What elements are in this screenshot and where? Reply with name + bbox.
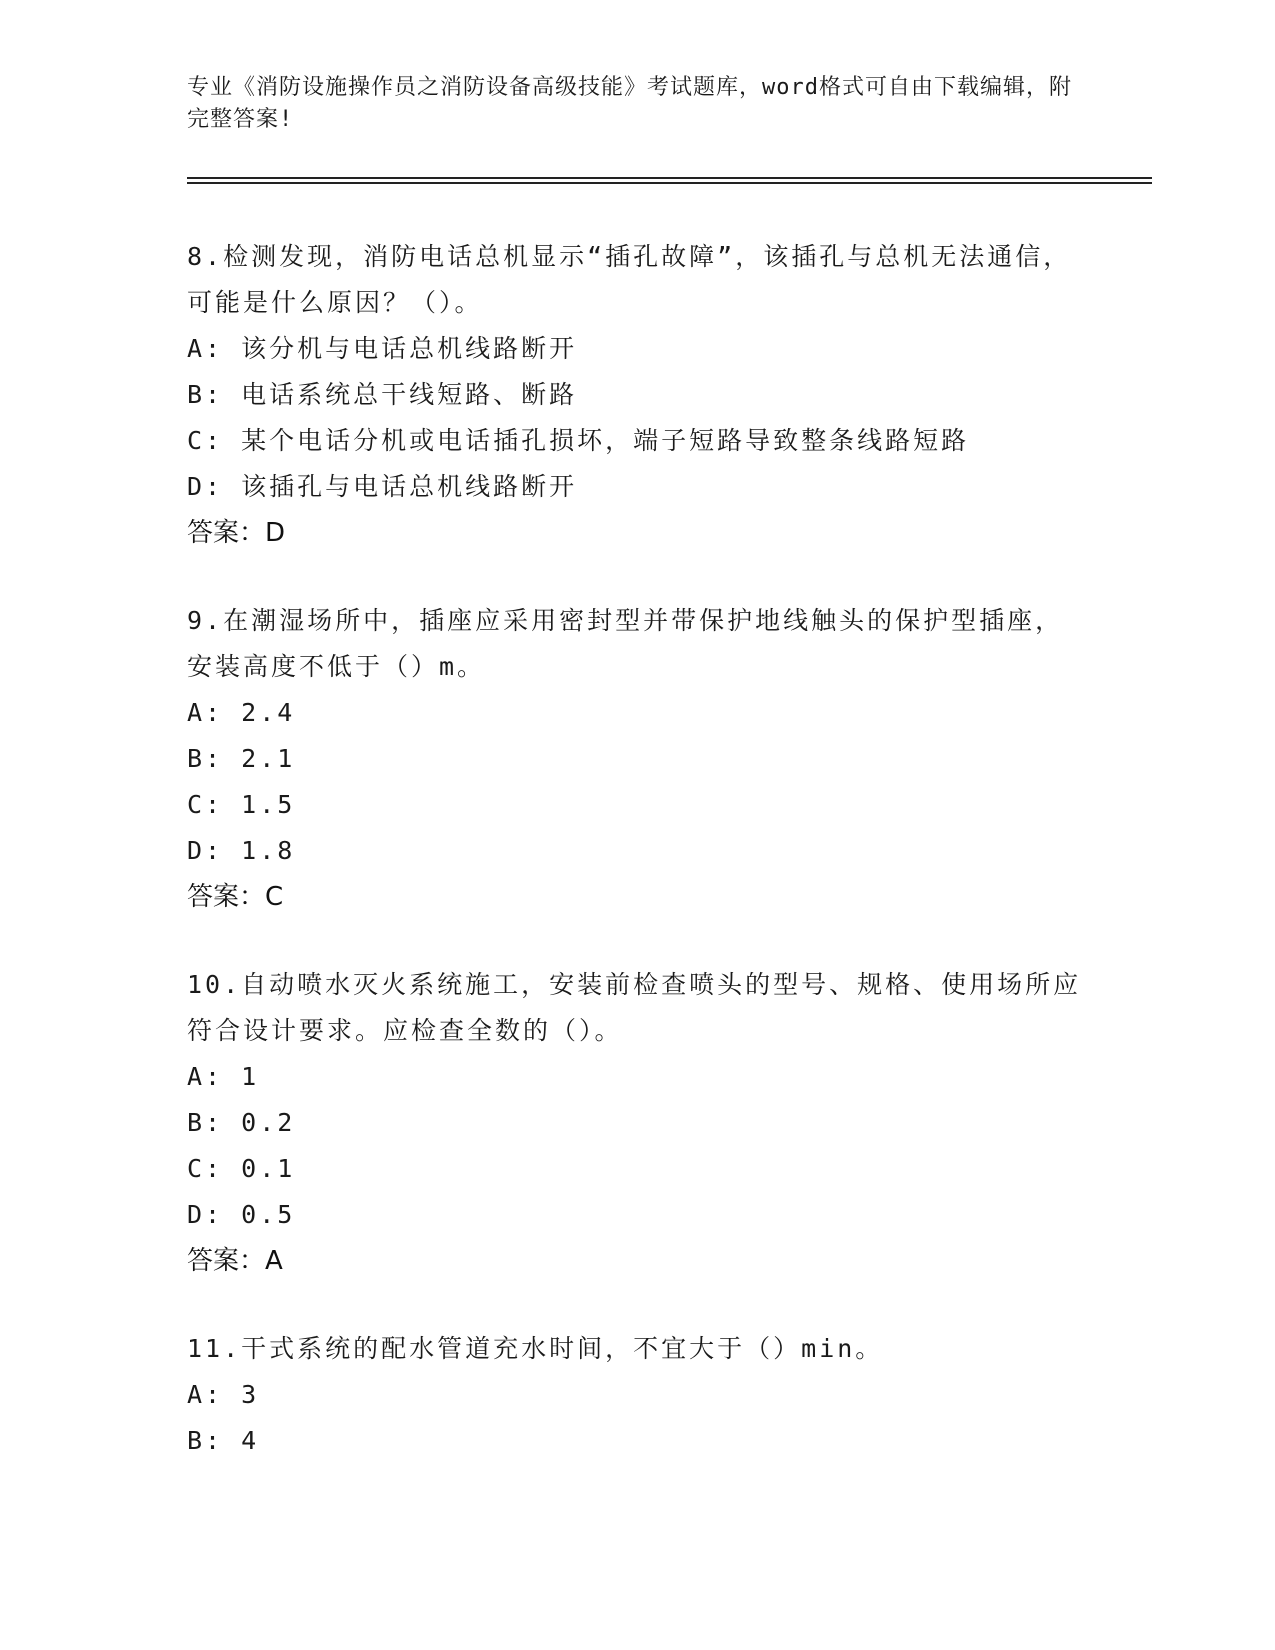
document-header: 专业《消防设施操作员之消防设备高级技能》考试题库，word格式可自由下载编辑，附完整答案! <box>187 75 1072 132</box>
option-a: A: 2.4 <box>187 698 296 727</box>
question-stem: 8.检测发现，消防电话总机显示“插孔故障”，该插孔与总机无法通信，可能是什么原因？（）。 <box>187 242 1072 317</box>
question-10 <box>187 962 1087 1284</box>
option-a: A: 1 <box>187 1062 260 1091</box>
header-divider-bottom <box>187 182 1152 184</box>
option-b: B: 电话系统总干线短路、断路 <box>187 380 578 409</box>
option-d: D: 该插孔与电话总机线路断开 <box>187 472 578 501</box>
answer-label: 答案：C <box>187 882 284 912</box>
question-stem: 11.干式系统的配水管道充水时间，不宜大于（）min。 <box>187 1334 884 1363</box>
option-c: C: 0.1 <box>187 1154 296 1183</box>
answer-label: 答案：D <box>187 518 286 548</box>
question-8 <box>187 234 1087 556</box>
question-9 <box>187 598 1087 920</box>
option-b: B: 4 <box>187 1426 260 1455</box>
question-11 <box>187 1326 1087 1464</box>
option-d: D: 1.8 <box>187 836 296 865</box>
question-stem: 9.在潮湿场所中，插座应采用密封型并带保护地线触头的保护型插座，安装高度不低于（）m。 <box>187 606 1064 681</box>
option-a: A: 3 <box>187 1380 260 1409</box>
option-c: C: 1.5 <box>187 790 296 819</box>
option-b: B: 2.1 <box>187 744 296 773</box>
option-c: C: 某个电话分机或电话插孔损坏，端子短路导致整条线路短路 <box>187 426 970 455</box>
question-stem: 10.自动喷水灭火系统施工，安装前检查喷头的型号、规格、使用场所应符合设计要求。应检查全数的（）。 <box>187 970 1082 1045</box>
option-d: D: 0.5 <box>187 1200 296 1229</box>
option-b: B: 0.2 <box>187 1108 296 1137</box>
header-divider-top <box>187 177 1152 179</box>
answer-label: 答案：A <box>187 1246 283 1276</box>
option-a: A: 该分机与电话总机线路断开 <box>187 334 578 363</box>
